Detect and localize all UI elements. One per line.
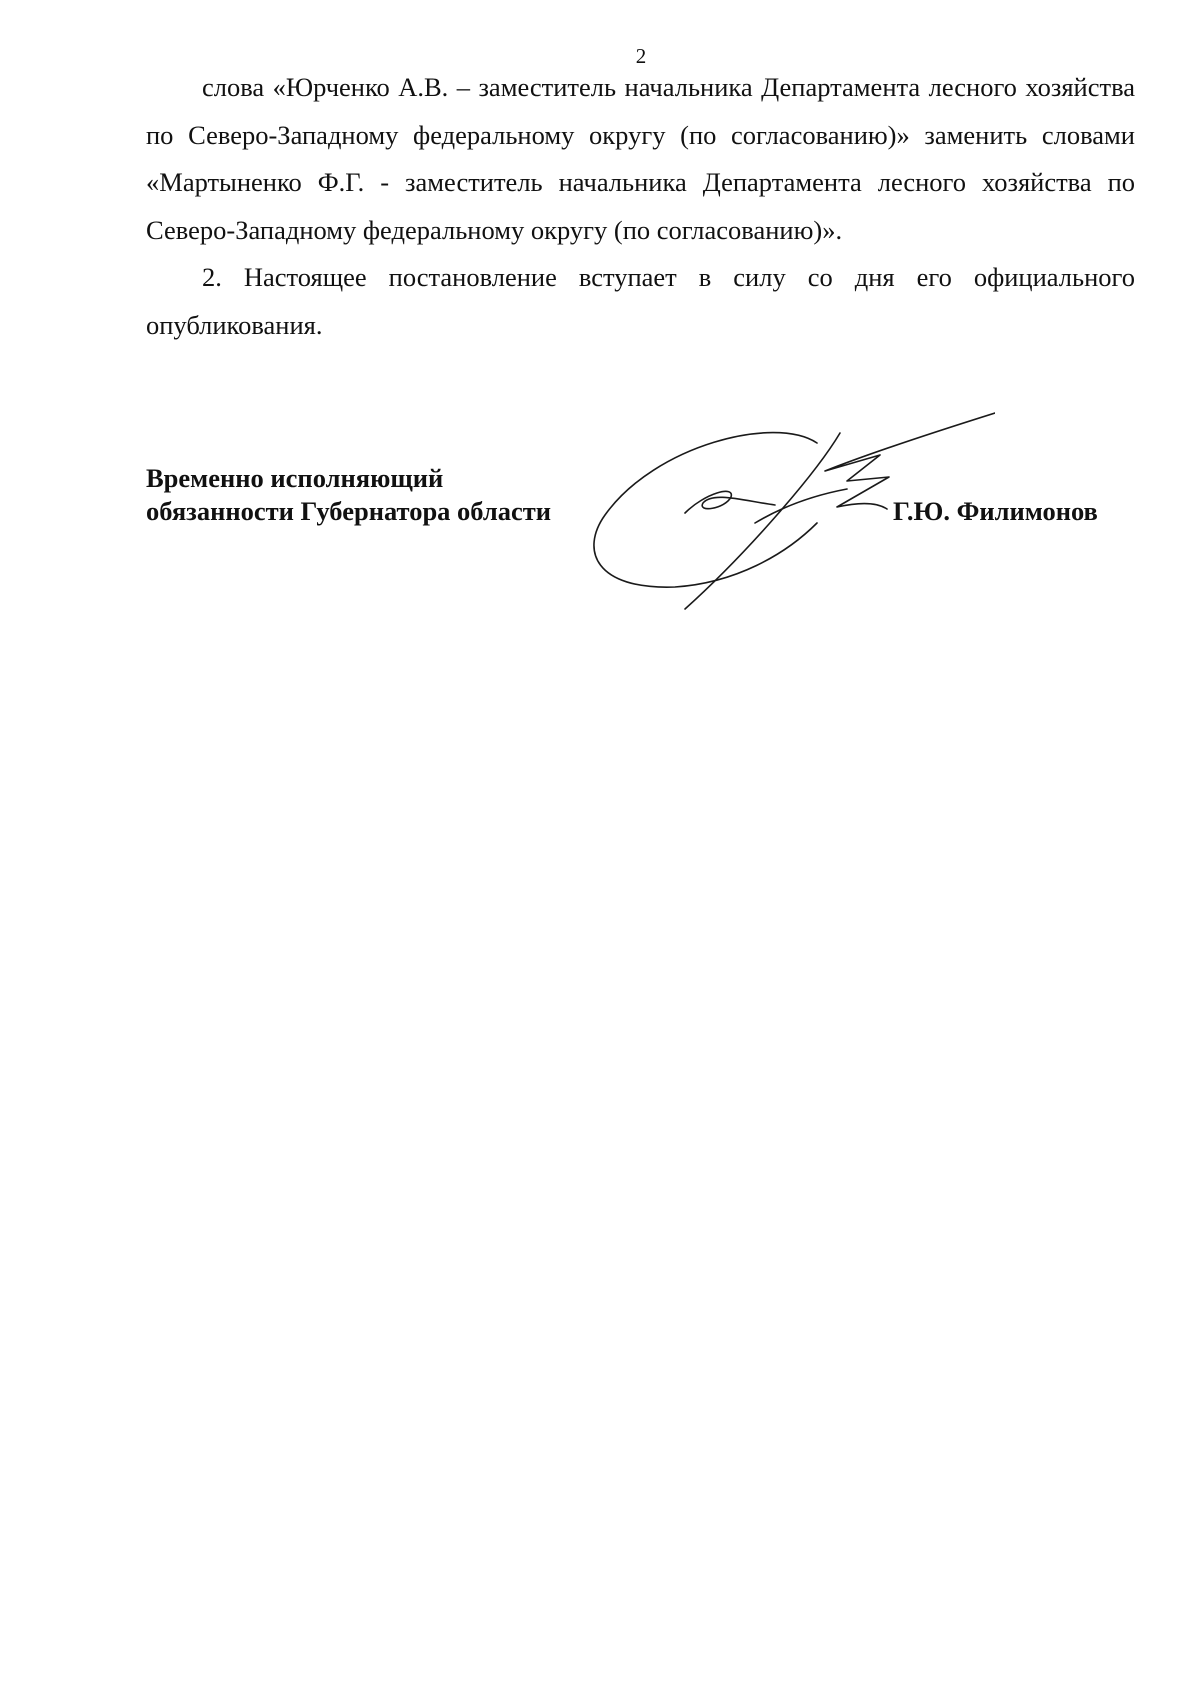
paragraph-amendment: слова «Юрченко А.В. – заместитель начальника Департамента лесного хозяйства по Северо-Западному федеральному округу (по согласованию)» заменить словами «Мартыненко Ф.Г. - заместитель начальника Департамента лесного хозяйства по Северо-Западному федеральному округу (по согласованию)». <box>146 72 1135 245</box>
signature-loop-stroke <box>594 433 817 588</box>
page-number: 2 <box>635 44 647 68</box>
signer-title-line-2: обязанности Губернатора области <box>146 496 552 526</box>
paragraph-effective-date: 2. Настоящее постановление вступает в силу со дня его официального опубликования. <box>146 262 1135 340</box>
document-body <box>146 64 1135 349</box>
signer-title <box>146 462 551 528</box>
signer-title-line-1: Временно исполняющий <box>146 463 444 493</box>
signature-flourish-stroke <box>685 491 775 513</box>
signer-name: Г.Ю. Филимонов <box>893 496 1098 526</box>
signature-connector-stroke <box>755 489 847 523</box>
